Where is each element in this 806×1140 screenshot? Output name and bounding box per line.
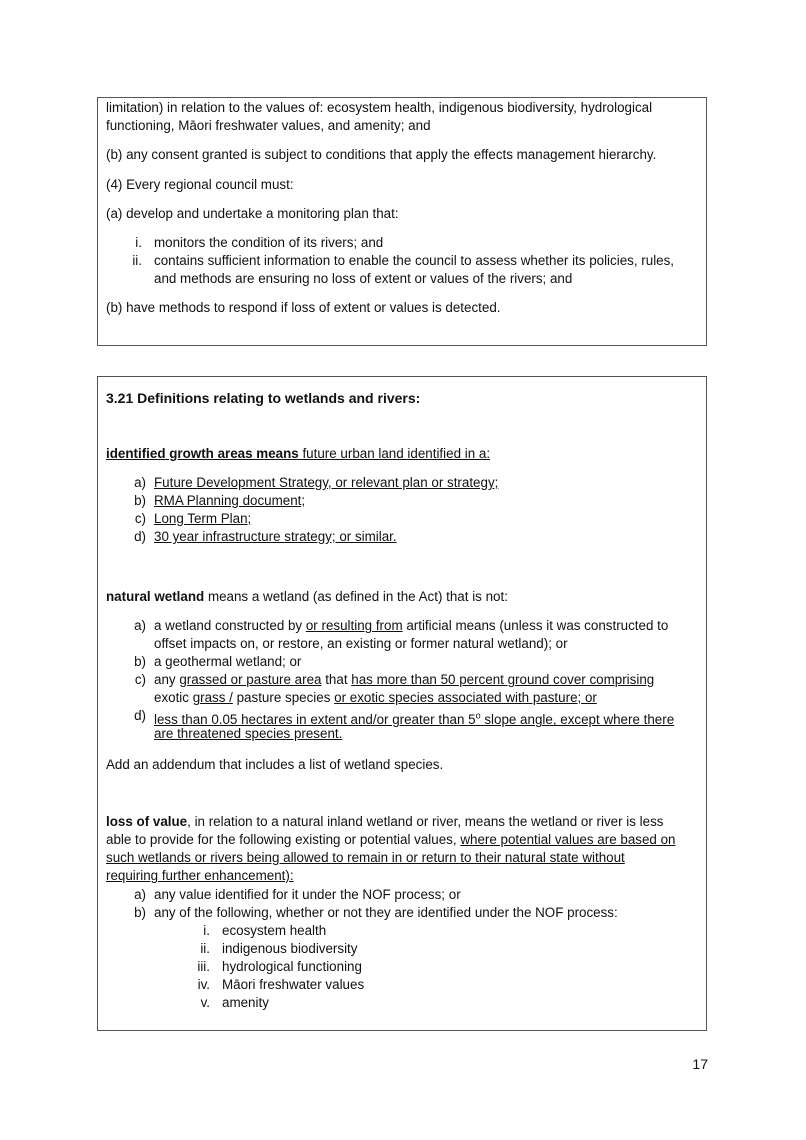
list-text: contains sufficient information to enable the council to assess whether its policies, rules, <box>154 253 675 268</box>
section-heading: 3.21 Definitions relating to wetlands and rivers: <box>106 390 421 406</box>
paragraph-line <box>106 849 698 867</box>
list-text: any value identified for it under the NOF process; or <box>154 887 461 902</box>
text-run-underlined: or resulting from <box>305 618 403 633</box>
text-run-underlined: grassed or pasture area <box>179 672 322 687</box>
list-marker: d) <box>134 708 146 723</box>
definition-text: future urban land identified in a: <box>298 446 491 461</box>
definition-natural-wetland <box>106 588 698 606</box>
text-run: pasture species <box>232 690 335 705</box>
list-text: monitors the condition of its rivers; and <box>154 235 384 250</box>
list-text: and methods are ensuring no loss of extent or values of the rivers; and <box>154 271 573 286</box>
list-marker: i. <box>135 235 142 250</box>
text-run: any <box>154 672 180 687</box>
text-run: exotic <box>154 690 193 705</box>
text-run: artificial means (unless it was constructed to <box>402 618 669 633</box>
page-number: 17 <box>692 1056 708 1072</box>
list-text: Future Development Strategy, or relevant plan or strategy; <box>154 475 499 490</box>
list-marker: a) <box>134 618 146 633</box>
text-run: able to provide for the following existing or potential values, <box>106 832 461 847</box>
list-marker: iii. <box>197 959 210 974</box>
list-marker: ii. <box>200 941 210 956</box>
list-text: RMA Planning document; <box>154 493 306 508</box>
list-text: any of the following, whether or not they are identified under the NOF process: <box>154 905 618 920</box>
list-marker: iv. <box>197 977 210 992</box>
list-marker: b) <box>134 654 146 669</box>
list-marker: i. <box>203 923 210 938</box>
paragraph-line: functioning, Māori freshwater values, and amenity; and <box>106 118 431 133</box>
list-text: Long Term Plan; <box>154 511 252 526</box>
list-text: 30 year infrastructure strategy; or similar. <box>154 529 397 544</box>
list-marker: v. <box>200 995 210 1010</box>
definitions-box <box>97 376 707 1031</box>
definition-loss-of-value <box>106 813 698 831</box>
list-text: indigenous biodiversity <box>222 941 358 956</box>
definition-text: means a wetland (as defined in the Act) that is not: <box>204 589 508 604</box>
list-marker: ii. <box>132 253 142 268</box>
list-marker: c) <box>134 672 146 687</box>
text-run-underlined: where potential values are based on <box>460 832 676 847</box>
text-run-underlined: grass / <box>192 690 233 705</box>
text-run-underlined: has more than 50 percent ground cover comprising <box>351 672 655 687</box>
paragraph-line <box>106 867 698 885</box>
definition-growth-areas <box>106 445 698 463</box>
list-text: Māori freshwater values <box>222 977 365 992</box>
text-run: that <box>321 672 352 687</box>
list-marker: c) <box>134 511 146 526</box>
list-text: a geothermal wetland; or <box>154 654 302 669</box>
paragraph-line: limitation) in relation to the values of: ecosystem health, indigenous biodiversity, hydrological <box>106 100 653 115</box>
addendum-note: Add an addendum that includes a list of wetland species. <box>106 757 444 772</box>
paragraph: (b) have methods to respond if loss of extent or values is detected. <box>106 300 501 315</box>
policy-continuation-box <box>97 97 707 346</box>
list-marker: b) <box>134 493 146 508</box>
list-marker: a) <box>134 887 146 902</box>
definition-term: identified growth areas means <box>106 446 299 461</box>
text-run-underlined: slope angle, except where there <box>480 712 675 728</box>
definition-term: natural wetland <box>106 589 205 604</box>
list-text: amenity <box>222 995 269 1010</box>
paragraph: (b) any consent granted is subject to conditions that apply the effects management hierarchy. <box>106 147 657 162</box>
paragraph-line <box>106 831 698 849</box>
paragraph: (4) Every regional council must: <box>106 177 294 192</box>
list-marker: d) <box>134 529 146 544</box>
text-run-underlined: less than 0.05 hectares in extent and/or greater than 5 <box>154 712 476 728</box>
list-text: are threatened species present. <box>154 726 343 741</box>
definition-text: , in relation to a natural inland wetland or river, means the wetland or river is less <box>187 814 664 829</box>
paragraph: (a) develop and undertake a monitoring plan that: <box>106 206 399 221</box>
list-marker: b) <box>134 905 146 920</box>
list-text: offset impacts on, or restore, an existing or former natural wetland); or <box>154 636 568 651</box>
degree-superscript: o <box>475 711 481 721</box>
text-run-underlined: such wetlands or rivers being allowed to remain in or return to their natural state without <box>106 850 625 865</box>
definition-term: loss of value <box>106 814 188 829</box>
text-run: a wetland constructed by <box>154 618 306 633</box>
list-marker: a) <box>134 475 146 490</box>
text-run-underlined: requiring further enhancement): <box>106 868 294 883</box>
text-run-underlined: or exotic species associated with pasture; or <box>334 690 597 705</box>
list-text: hydrological functioning <box>222 959 362 974</box>
list-text: ecosystem health <box>222 923 327 938</box>
